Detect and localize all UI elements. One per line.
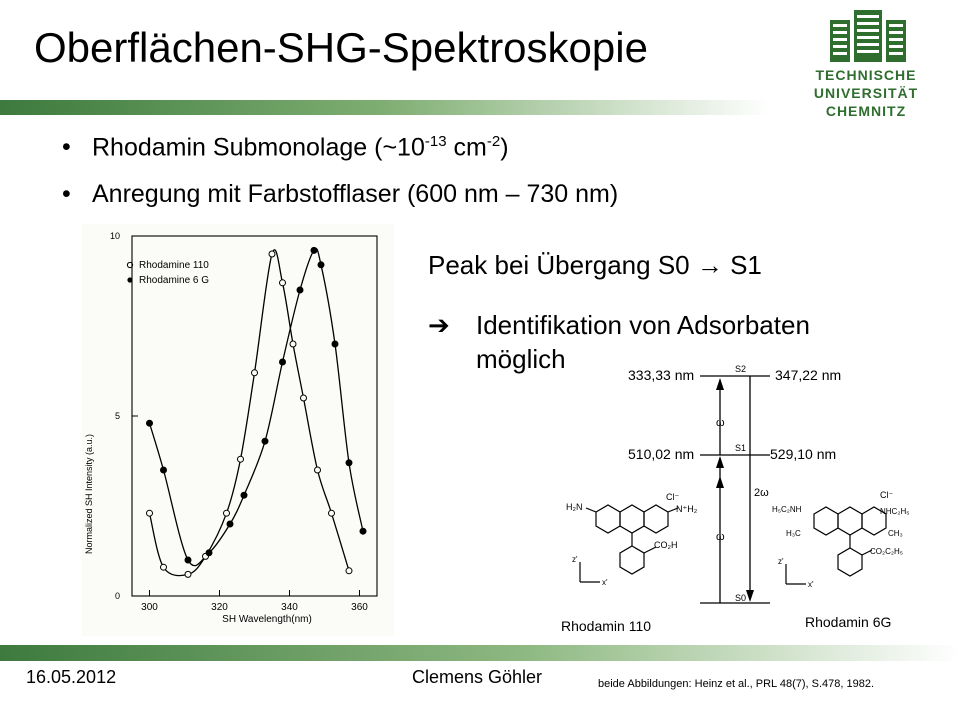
peak-text-before: Peak bei Übergang S0 xyxy=(428,250,697,280)
data-point-series-0 xyxy=(280,280,286,286)
bullet-1 xyxy=(62,133,509,162)
peak-text xyxy=(428,250,762,281)
wavelength-529-label: 529,10 nm xyxy=(770,446,837,462)
two-omega-label: 2ω xyxy=(754,487,769,499)
bullet-1-mid: cm xyxy=(446,133,487,162)
omega-label-upper: ω xyxy=(716,417,725,429)
logo-line-2: CHEMNITZ xyxy=(825,103,907,119)
r6g-methyl-left-label: H₃C xyxy=(786,529,801,538)
wavelength-333-label: 333,33 nm xyxy=(628,367,695,383)
header-divider-bar xyxy=(0,100,770,115)
bullet-1-end: ) xyxy=(500,133,509,162)
footer-divider-bar xyxy=(0,645,960,661)
omega-label-lower: ω xyxy=(716,531,725,543)
arrow-right-icon: → xyxy=(696,250,723,280)
logo-text xyxy=(780,66,952,120)
x-tick-label: 300 xyxy=(141,602,158,613)
data-point-series-1 xyxy=(262,438,268,444)
data-point-series-0 xyxy=(161,564,167,570)
data-point-series-0 xyxy=(301,395,307,401)
data-point-series-0 xyxy=(290,341,296,347)
r6g-methyl-right-label: CH₃ xyxy=(888,529,903,538)
footer-date: 16.05.2012 xyxy=(26,667,117,687)
bullet-2 xyxy=(62,180,618,209)
slide-title: Oberflächen-SHG-Spektroskopie xyxy=(34,24,648,71)
bullet-1-text: Rhodamin Submonolage (~10 xyxy=(92,133,425,162)
rhodamine-110-structure xyxy=(566,492,706,602)
logo-line-1: TECHNISCHE UNIVERSITÄT xyxy=(813,67,919,101)
data-point-series-1 xyxy=(227,521,233,527)
chart-x-axis-label: SH Wavelength(nm) xyxy=(222,614,312,625)
r6g-amine-left-label: H₅C₂NH xyxy=(772,505,802,514)
r110-h2n-label: H₂N xyxy=(566,502,583,512)
x-tick-label: 360 xyxy=(351,602,368,613)
r6g-z-axis-label: z' xyxy=(778,557,784,566)
data-point-series-0 xyxy=(252,370,258,376)
bullet-1-sup-1: -13 xyxy=(424,133,447,150)
r110-chloride-label: Cl⁻ xyxy=(666,492,680,502)
chart-background xyxy=(82,224,394,636)
x-tick-label: 340 xyxy=(281,602,298,613)
r6g-chloride-label: Cl⁻ xyxy=(880,490,894,500)
data-point-series-1 xyxy=(161,467,167,473)
legend-label-rhodamine-6g: Rhodamine 6 G xyxy=(139,275,210,286)
tu-chemnitz-logo xyxy=(828,6,908,62)
caption-rhodamin-6g: Rhodamin 6G xyxy=(805,614,892,630)
peak-text-after: S1 xyxy=(722,250,762,280)
level-s1-label: S1 xyxy=(735,443,747,453)
data-point-series-1 xyxy=(311,247,317,253)
caption-rhodamin-110: Rhodamin 110 xyxy=(561,618,652,634)
data-point-series-0 xyxy=(224,510,230,516)
data-point-series-1 xyxy=(206,550,212,556)
y-tick-label: 10 xyxy=(109,231,120,241)
wavelength-347-label: 347,22 nm xyxy=(775,367,842,383)
data-point-series-1 xyxy=(360,528,366,534)
bullet-2-text: Anregung mit Farbstofflaser (600 nm – 730 nm) xyxy=(92,180,619,208)
r110-x-axis-label: x' xyxy=(602,578,608,587)
data-point-series-0 xyxy=(147,510,153,516)
data-point-series-1 xyxy=(297,287,303,293)
y-tick-label: 0 xyxy=(114,591,120,601)
data-point-series-0 xyxy=(315,467,321,473)
rhodamine-6g-structure xyxy=(772,490,922,602)
data-point-series-1 xyxy=(346,460,352,466)
data-point-series-1 xyxy=(147,420,153,426)
data-point-series-1 xyxy=(332,341,338,347)
data-point-series-1 xyxy=(318,262,324,268)
bullet-symbol: • xyxy=(62,180,71,208)
identification-line-1: Identifikation von Adsorbaten xyxy=(476,310,810,340)
chart-y-axis-label: Normalized SH Intensity (a.u.) xyxy=(84,433,94,555)
data-point-series-0 xyxy=(346,568,352,574)
data-point-series-1 xyxy=(241,492,247,498)
footer-citation: beide Abbildungen: Heinz et al., PRL 48(7), S.478, 1982. xyxy=(598,678,875,690)
bullet-symbol: • xyxy=(62,133,71,162)
data-point-series-0 xyxy=(238,456,244,462)
r6g-ester-label: CO₂C₂H₅ xyxy=(870,547,903,556)
legend-marker-rhodamine-6g xyxy=(127,277,132,282)
data-point-series-1 xyxy=(280,359,286,365)
r6g-amine-right-label: NHC₂H₅ xyxy=(880,507,910,516)
r110-z-axis-label: z' xyxy=(572,555,578,564)
r110-nh2-label: N⁺H₂ xyxy=(676,504,698,514)
data-point-series-0 xyxy=(185,571,191,577)
r6g-x-axis-label: x' xyxy=(808,580,814,589)
data-point-series-1 xyxy=(185,557,191,563)
data-point-series-0 xyxy=(329,510,335,516)
sh-intensity-chart xyxy=(82,224,394,636)
footer-author: Clemens Göhler xyxy=(412,667,543,687)
x-tick-label: 320 xyxy=(211,602,228,613)
level-s2-label: S2 xyxy=(735,364,747,374)
wavelength-510-label: 510,02 nm xyxy=(628,446,695,462)
level-s0-label: S0 xyxy=(735,593,747,603)
bold-arrow-icon: ➔ xyxy=(428,310,450,340)
identification-line-2: möglich xyxy=(476,344,566,374)
data-point-series-0 xyxy=(269,251,275,257)
y-tick-label: 5 xyxy=(114,411,120,421)
legend-label-rhodamine-110: Rhodamine 110 xyxy=(139,260,209,271)
r110-co2h-label: CO₂H xyxy=(654,540,678,550)
bullet-1-sup-2: -2 xyxy=(486,133,501,150)
